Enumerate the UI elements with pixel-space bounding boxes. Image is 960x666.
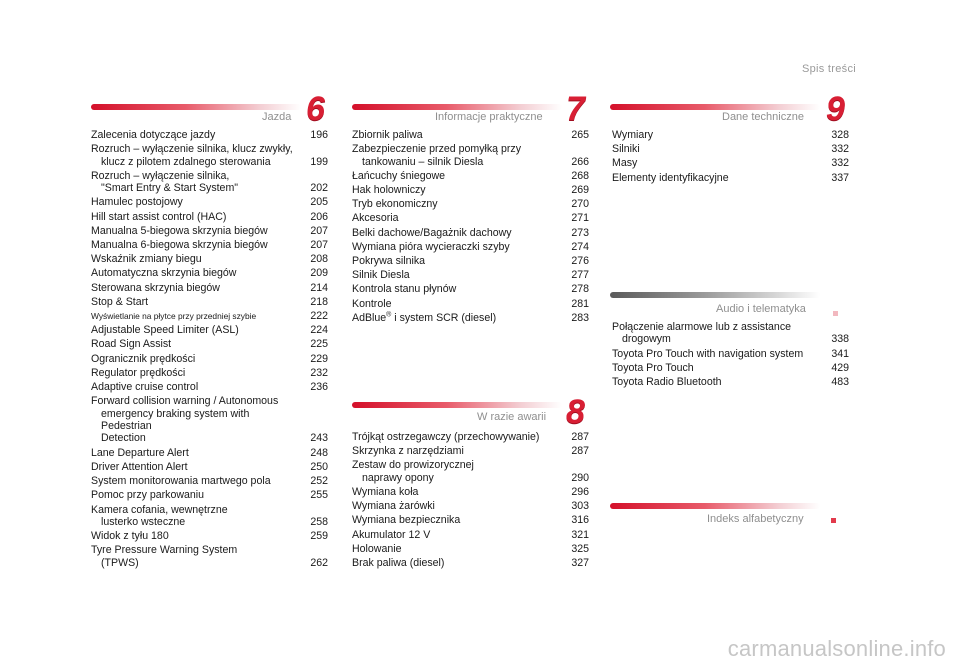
toc-entry-title <box>612 172 849 184</box>
toc-entry-line: Łańcuchy śniegowe <box>352 169 446 182</box>
toc-entry[interactable] <box>352 312 589 324</box>
toc-entry-page: 341 <box>831 347 849 360</box>
toc-entry-line: Masy <box>612 157 638 170</box>
toc-entry-page: 199 <box>310 155 328 168</box>
toc-entry-page: 270 <box>571 198 589 211</box>
toc-entry-page: 325 <box>571 542 589 555</box>
toc-entry-page: 283 <box>571 311 589 324</box>
toc-entry-line: Adjustable Speed Limiter (ASL) <box>91 324 239 337</box>
toc-entry-line: Trójkąt ostrzegawczy (przechowywanie) <box>352 431 540 443</box>
toc-entry[interactable] <box>612 362 849 374</box>
toc-entry-line: Widok z tyłu 180 <box>91 530 169 543</box>
toc-entry[interactable] <box>352 227 589 239</box>
toc-entry[interactable] <box>91 338 328 350</box>
toc-entry-title <box>352 283 589 295</box>
toc-entry-line: Zestaw do prowizorycznej <box>352 459 474 472</box>
toc-entry-line: Wymiana żarówki <box>352 500 435 513</box>
toc-entry-page: 290 <box>571 471 589 484</box>
toc-entry-title <box>352 514 589 526</box>
toc-entry-title <box>352 459 589 484</box>
chapter-number: 9 <box>826 90 845 128</box>
toc-entry-title <box>91 253 328 265</box>
toc-entry-title <box>352 198 589 210</box>
toc-entry-page: 243 <box>310 432 328 445</box>
toc-entry-title <box>612 157 849 169</box>
toc-entry-line: Toyota Radio Bluetooth <box>612 376 722 389</box>
toc-list-jazda <box>91 129 328 571</box>
toc-entry-title <box>91 170 328 195</box>
watermark: carmanualsonline.info <box>727 636 946 661</box>
toc-entry[interactable] <box>91 489 328 501</box>
toc-entry[interactable] <box>352 486 589 498</box>
section-bar <box>352 104 562 110</box>
toc-entry-title <box>352 445 589 457</box>
section-title[interactable]: Indeks alfabetyczny <box>707 513 804 525</box>
toc-entry-line: Sterowana skrzynia biegów <box>91 281 220 294</box>
toc-entry-line: Automatyczna skrzynia biegów <box>91 267 237 280</box>
toc-entry-title <box>91 324 328 336</box>
toc-entry[interactable] <box>91 253 328 265</box>
toc-entry[interactable] <box>352 255 589 267</box>
toc-entry[interactable] <box>352 514 589 526</box>
toc-entry[interactable] <box>91 225 328 237</box>
toc-entry-page: 287 <box>571 431 589 443</box>
toc-entry-line: Wyświetlanie na płytce przy przedniej szybie <box>91 311 257 322</box>
toc-entry-page: 208 <box>310 253 328 266</box>
toc-entry-title <box>612 321 849 346</box>
toc-entry[interactable] <box>352 445 589 457</box>
toc-entry-title <box>612 129 849 141</box>
toc-entry-line: Elementy identyfikacyjne <box>612 171 729 184</box>
toc-entry[interactable] <box>352 129 589 141</box>
toc-entry[interactable] <box>91 475 328 487</box>
toc-entry-page: 209 <box>310 267 328 280</box>
toc-entry-title <box>352 500 589 512</box>
toc-entry[interactable] <box>91 310 328 322</box>
toc-entry-page: 255 <box>310 489 328 502</box>
toc-entry[interactable] <box>352 500 589 512</box>
toc-entry-page: 269 <box>571 184 589 197</box>
toc-entry[interactable] <box>91 367 328 379</box>
toc-entry-page: 202 <box>310 182 328 195</box>
toc-entry[interactable] <box>352 529 589 541</box>
toc-entry-line: Pomoc przy parkowaniu <box>91 489 205 502</box>
toc-entry-line: Kamera cofania, wewnętrzne <box>91 503 228 516</box>
toc-entry-title <box>91 461 328 473</box>
toc-entry-page: 266 <box>571 155 589 168</box>
toc-entry-title <box>612 348 849 360</box>
toc-entry-line: System monitorowania martwego pola <box>91 475 271 488</box>
toc-entry-page: 296 <box>571 486 589 499</box>
toc-entry-title <box>91 211 328 223</box>
toc-entry-line: naprawy opony <box>362 471 434 484</box>
toc-entry-page: 278 <box>571 283 589 296</box>
toc-entry[interactable] <box>91 143 328 168</box>
toc-entry-line: Zalecenia dotyczące jazdy <box>91 129 216 141</box>
toc-entry[interactable] <box>91 211 328 223</box>
toc-entry-line: Wskaźnik zmiany biegu <box>91 253 202 266</box>
toc-entry-page: 316 <box>571 514 589 527</box>
toc-entry[interactable] <box>91 381 328 393</box>
toc-entry-page: 483 <box>831 376 849 389</box>
toc-entry-line: Tyre Pressure Warning System <box>91 544 238 557</box>
toc-entry-title <box>352 486 589 498</box>
toc-entry-title <box>352 241 589 253</box>
toc-entry[interactable] <box>91 447 328 459</box>
toc-entry-title <box>91 267 328 279</box>
toc-entry-line: Akcesoria <box>352 212 399 225</box>
toc-entry[interactable] <box>352 212 589 224</box>
toc-entry-page: 225 <box>310 338 328 351</box>
toc-entry-line: Manualna 5-biegowa skrzynia biegów <box>91 224 268 237</box>
toc-entry[interactable] <box>612 348 849 360</box>
toc-entry-line: Hak holowniczy <box>352 184 426 197</box>
toc-entry-title <box>91 353 328 365</box>
toc-entry[interactable] <box>91 129 328 141</box>
toc-entry-title <box>352 431 589 443</box>
toc-entry-title <box>352 557 589 569</box>
toc-entry-line: AdBlue <box>352 311 387 324</box>
toc-entry-line: Hamulec postojowy <box>91 196 183 209</box>
toc-entry[interactable] <box>91 296 328 308</box>
toc-entry[interactable] <box>352 184 589 196</box>
toc-entry-title <box>612 362 849 374</box>
toc-entry-line: Belki dachowe/Bagażnik dachowy <box>352 226 512 239</box>
section-title: Dane techniczne <box>722 111 804 123</box>
toc-entry[interactable] <box>91 196 328 208</box>
toc-entry-title <box>352 184 589 196</box>
toc-entry-page: 222 <box>310 310 328 323</box>
toc-entry-page: 338 <box>831 333 849 346</box>
toc-entry-line: Hill start assist control (HAC) <box>91 210 227 223</box>
toc-entry-page: 276 <box>571 255 589 268</box>
toc-entry-line: Zabezpieczenie przed pomyłką przy <box>352 143 521 156</box>
toc-entry-page: 273 <box>571 226 589 239</box>
toc-entry-page: 429 <box>831 361 849 374</box>
toc-entry-line: Holowanie <box>352 542 402 555</box>
toc-entry-title <box>91 225 328 237</box>
toc-entry-page: 236 <box>310 381 328 394</box>
chapter-number: 8 <box>566 393 585 431</box>
toc-entry[interactable] <box>91 530 328 542</box>
toc-entry[interactable] <box>352 241 589 253</box>
toc-list-dane <box>612 129 849 186</box>
toc-list-audio <box>612 321 849 390</box>
toc-entry-page: 265 <box>571 129 589 141</box>
toc-entry[interactable] <box>91 170 328 195</box>
toc-entry-page: 328 <box>831 129 849 141</box>
section-title: W razie awarii <box>477 411 547 423</box>
toc-entry-page: 287 <box>571 445 589 458</box>
toc-entry-page: 332 <box>831 157 849 170</box>
section-title: Audio i telematyka <box>716 303 806 315</box>
toc-entry-title <box>91 296 328 308</box>
toc-entry[interactable] <box>352 283 589 295</box>
toc-entry-title <box>91 447 328 459</box>
toc-entry-line: drogowym <box>622 333 671 346</box>
toc-entry[interactable] <box>352 198 589 210</box>
toc-entry[interactable] <box>91 282 328 294</box>
chapter-marker <box>833 311 838 316</box>
toc-entry-title <box>91 310 328 322</box>
toc-entry-title <box>352 529 589 541</box>
toc-list-info <box>352 129 589 326</box>
toc-entry-title <box>352 269 589 281</box>
toc-entry-title <box>91 489 328 501</box>
toc-entry[interactable] <box>91 239 328 251</box>
section-bar <box>352 402 562 408</box>
toc-entry-line: Skrzynka z narzędziami <box>352 445 464 458</box>
toc-entry-line: Połączenie alarmowe lub z assistance <box>612 321 792 333</box>
toc-entry-title <box>91 338 328 350</box>
toc-entry-page: 252 <box>310 475 328 488</box>
toc-entry-title <box>91 381 328 393</box>
toc-entry-page: 214 <box>310 281 328 294</box>
toc-entry-page: 218 <box>310 295 328 308</box>
toc-entry-line: Pokrywa silnika <box>352 255 426 268</box>
toc-entry[interactable] <box>352 431 589 443</box>
toc-entry-line: tankowaniu – silnik Diesla <box>362 155 484 168</box>
toc-entry-line: Zbiornik paliwa <box>352 129 423 141</box>
toc-entry[interactable] <box>91 504 328 529</box>
toc-entry-line: Forward collision warning / Autonomous <box>91 395 279 408</box>
section-bar <box>91 104 301 110</box>
toc-entry[interactable] <box>91 544 328 569</box>
toc-entry[interactable] <box>612 376 849 388</box>
toc-entry-title <box>91 367 328 379</box>
toc-entry[interactable] <box>352 459 589 484</box>
toc-entry[interactable] <box>612 172 849 184</box>
toc-entry[interactable] <box>91 461 328 473</box>
toc-entry-page: 232 <box>310 366 328 379</box>
toc-entry[interactable] <box>91 324 328 336</box>
section-bar <box>610 503 820 509</box>
toc-entry-line: Lane Departure Alert <box>91 446 189 459</box>
toc-entry[interactable] <box>352 543 589 555</box>
toc-entry-title <box>91 475 328 487</box>
toc-entry-page: 262 <box>310 556 328 569</box>
toc-entry-page: 337 <box>831 171 849 184</box>
toc-entry-title <box>91 129 328 141</box>
toc-entry-title <box>91 395 328 445</box>
page-header: Spis treści <box>801 63 856 75</box>
toc-entry-page: 321 <box>571 528 589 541</box>
toc-entry-title <box>352 129 589 141</box>
toc-entry-title <box>352 255 589 267</box>
toc-entry-page: 248 <box>310 446 328 459</box>
toc-entry-line: "Smart Entry & Start System" <box>101 182 239 195</box>
toc-entry-line: Ogranicznik prędkości <box>91 352 196 365</box>
toc-entry-page: 271 <box>571 212 589 225</box>
toc-entry[interactable] <box>612 129 849 141</box>
toc-entry[interactable] <box>612 321 849 346</box>
toc-entry-title <box>352 212 589 224</box>
toc-entry-title <box>91 530 328 542</box>
toc-entry-page: 327 <box>571 557 589 570</box>
toc-entry-title <box>91 239 328 251</box>
toc-entry-page: 250 <box>310 460 328 473</box>
section-title: Jazda <box>262 111 292 123</box>
toc-entry-page: 229 <box>310 352 328 365</box>
toc-entry-page: 207 <box>310 239 328 252</box>
toc-entry-line: Toyota Pro Touch <box>612 361 694 374</box>
toc-entry-line: Kontrola stanu płynów <box>352 283 457 296</box>
toc-entry[interactable] <box>352 269 589 281</box>
toc-entry-line: Tryb ekonomiczny <box>352 198 438 211</box>
toc-entry-title <box>91 196 328 208</box>
toc-entry-title <box>91 143 328 168</box>
toc-entry-line: Road Sign Assist <box>91 338 172 351</box>
toc-entry-line: Driver Attention Alert <box>91 460 188 473</box>
toc-entry-line: Brak paliwa (diesel) <box>352 557 445 570</box>
toc-entry[interactable] <box>91 395 328 445</box>
toc-entry-line: Kontrole <box>352 297 392 310</box>
toc-entry-line: Toyota Pro Touch with navigation system <box>612 347 804 360</box>
toc-entry-line: Silniki <box>612 143 640 156</box>
toc-entry-line: Wymiana bezpiecznika <box>352 514 461 527</box>
toc-entry-page: 268 <box>571 169 589 182</box>
toc-entry-title <box>91 282 328 294</box>
toc-entry-line: Stop & Start <box>91 295 149 308</box>
toc-entry-title <box>352 298 589 310</box>
toc-entry-page: 224 <box>310 324 328 337</box>
toc-entry-title <box>612 143 849 155</box>
toc-entry-line: Rozruch – wyłączenie silnika, <box>91 169 230 182</box>
toc-entry-title <box>91 544 328 569</box>
toc-entry[interactable] <box>612 143 849 155</box>
toc-entry-line: lusterko wsteczne <box>101 515 186 528</box>
chapter-number: 7 <box>566 90 585 128</box>
toc-entry-line: Silnik Diesla <box>352 269 410 282</box>
section-bar <box>610 292 820 298</box>
toc-entry-line: Wymiana pióra wycieraczki szyby <box>352 240 510 253</box>
toc-entry-page: 196 <box>310 129 328 141</box>
toc-entry[interactable] <box>91 267 328 279</box>
toc-entry-page: 281 <box>571 297 589 310</box>
toc-entry-line: klucz z pilotem zdalnego sterowania <box>101 155 271 168</box>
toc-entry-title <box>612 376 849 388</box>
toc-entry-page: 205 <box>310 196 328 209</box>
toc-entry-superscript: ® <box>386 311 392 319</box>
toc-entry-line: Wymiana koła <box>352 486 419 499</box>
toc-entry-title <box>352 312 589 324</box>
toc-entry-title <box>352 227 589 239</box>
toc-entry-line: Akumulator 12 V <box>352 528 431 541</box>
chapter-marker <box>831 518 836 523</box>
toc-entry[interactable] <box>612 157 849 169</box>
toc-entry-line: Regulator prędkości <box>91 366 186 379</box>
toc-entry[interactable] <box>352 170 589 182</box>
toc-entry-line: Adaptive cruise control <box>91 381 199 394</box>
toc-entry-page: 274 <box>571 240 589 253</box>
toc-entry-title <box>352 170 589 182</box>
toc-entry-title <box>352 543 589 555</box>
toc-entry-page: 207 <box>310 224 328 237</box>
toc-entry-line: Rozruch – wyłączenie silnika, klucz zwykły, <box>91 143 293 156</box>
toc-entry-page: 332 <box>831 143 849 156</box>
toc-entry[interactable] <box>91 353 328 365</box>
toc-entry-line: i system SCR (diesel) <box>391 311 497 324</box>
section-title: Informacje praktyczne <box>435 111 543 123</box>
toc-entry[interactable] <box>352 143 589 168</box>
toc-entry-line: Detection <box>101 432 146 445</box>
toc-entry[interactable] <box>352 557 589 569</box>
toc-list-awaria <box>352 431 589 571</box>
toc-entry-line: emergency braking system with Pedestrian <box>101 407 250 433</box>
toc-entry-line: Manualna 6-biegowa skrzynia biegów <box>91 239 268 252</box>
toc-entry[interactable] <box>352 298 589 310</box>
toc-entry-line: (TPWS) <box>101 556 139 569</box>
toc-entry-page: 277 <box>571 269 589 282</box>
toc-entry-title <box>91 504 328 529</box>
section-bar <box>610 104 820 110</box>
toc-entry-page: 258 <box>310 515 328 528</box>
toc-entry-page: 259 <box>310 530 328 543</box>
chapter-number: 6 <box>306 90 325 128</box>
toc-entry-line: Wymiary <box>612 129 654 141</box>
toc-entry-page: 303 <box>571 500 589 513</box>
toc-entry-title <box>352 143 589 168</box>
toc-entry-page: 206 <box>310 210 328 223</box>
